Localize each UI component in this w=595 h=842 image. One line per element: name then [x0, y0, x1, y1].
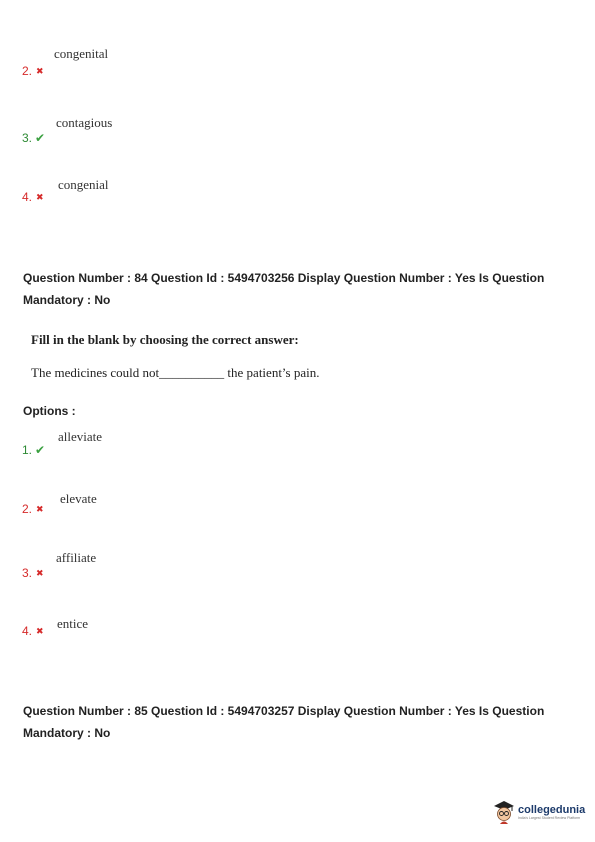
question-meta-line: Mandatory : No [23, 726, 111, 740]
option-number: 3. ✖ [22, 566, 44, 580]
option-number: 1. ✔ [22, 443, 46, 457]
option-text: congenital [54, 46, 109, 61]
options-label: Options : [23, 404, 76, 418]
graduate-mascot-icon [493, 800, 515, 826]
option-number: 2. ✖ [22, 64, 44, 78]
option-text: elevate [60, 491, 97, 506]
question-instruction: Fill in the blank by choosing the correct answer: [31, 332, 299, 347]
collegedunia-logo [493, 800, 585, 826]
option-text: affiliate [56, 550, 97, 565]
wrong-mark-icon: ✖ [36, 66, 44, 76]
question-header [23, 700, 583, 744]
correct-check-icon: ✔ [35, 443, 46, 457]
logo-tagline: India's Largest Student Review Platform [518, 816, 581, 821]
option-number: 3. ✔ [22, 131, 46, 145]
question-sentence: The medicines could not__________ the patient’s pain. [31, 365, 320, 380]
wrong-mark-icon: ✖ [36, 568, 44, 578]
question-meta-line: Question Number : 85 Question Id : 5494703257 Display Question Number : Yes Is Question [23, 704, 545, 718]
option-number: 4. ✖ [22, 190, 44, 204]
option-text: contagious [56, 115, 113, 130]
correct-check-icon: ✔ [35, 131, 46, 145]
wrong-mark-icon: ✖ [36, 626, 44, 636]
question-meta-line: Mandatory : No [23, 293, 111, 307]
option-number: 2. ✖ [22, 502, 44, 516]
answer-blank: __________ [159, 365, 225, 380]
wrong-mark-icon: ✖ [36, 504, 44, 514]
option-text: entice [57, 616, 89, 631]
option-number: 4. ✖ [22, 624, 44, 638]
logo-wordmark: collegedunia [518, 804, 586, 817]
question-meta-line: Question Number : 84 Question Id : 5494703256 Display Question Number : Yes Is Question [23, 271, 545, 285]
question-header [23, 267, 583, 311]
option-text: alleviate [58, 429, 103, 444]
wrong-mark-icon: ✖ [36, 192, 44, 202]
option-text: congenial [58, 177, 109, 192]
